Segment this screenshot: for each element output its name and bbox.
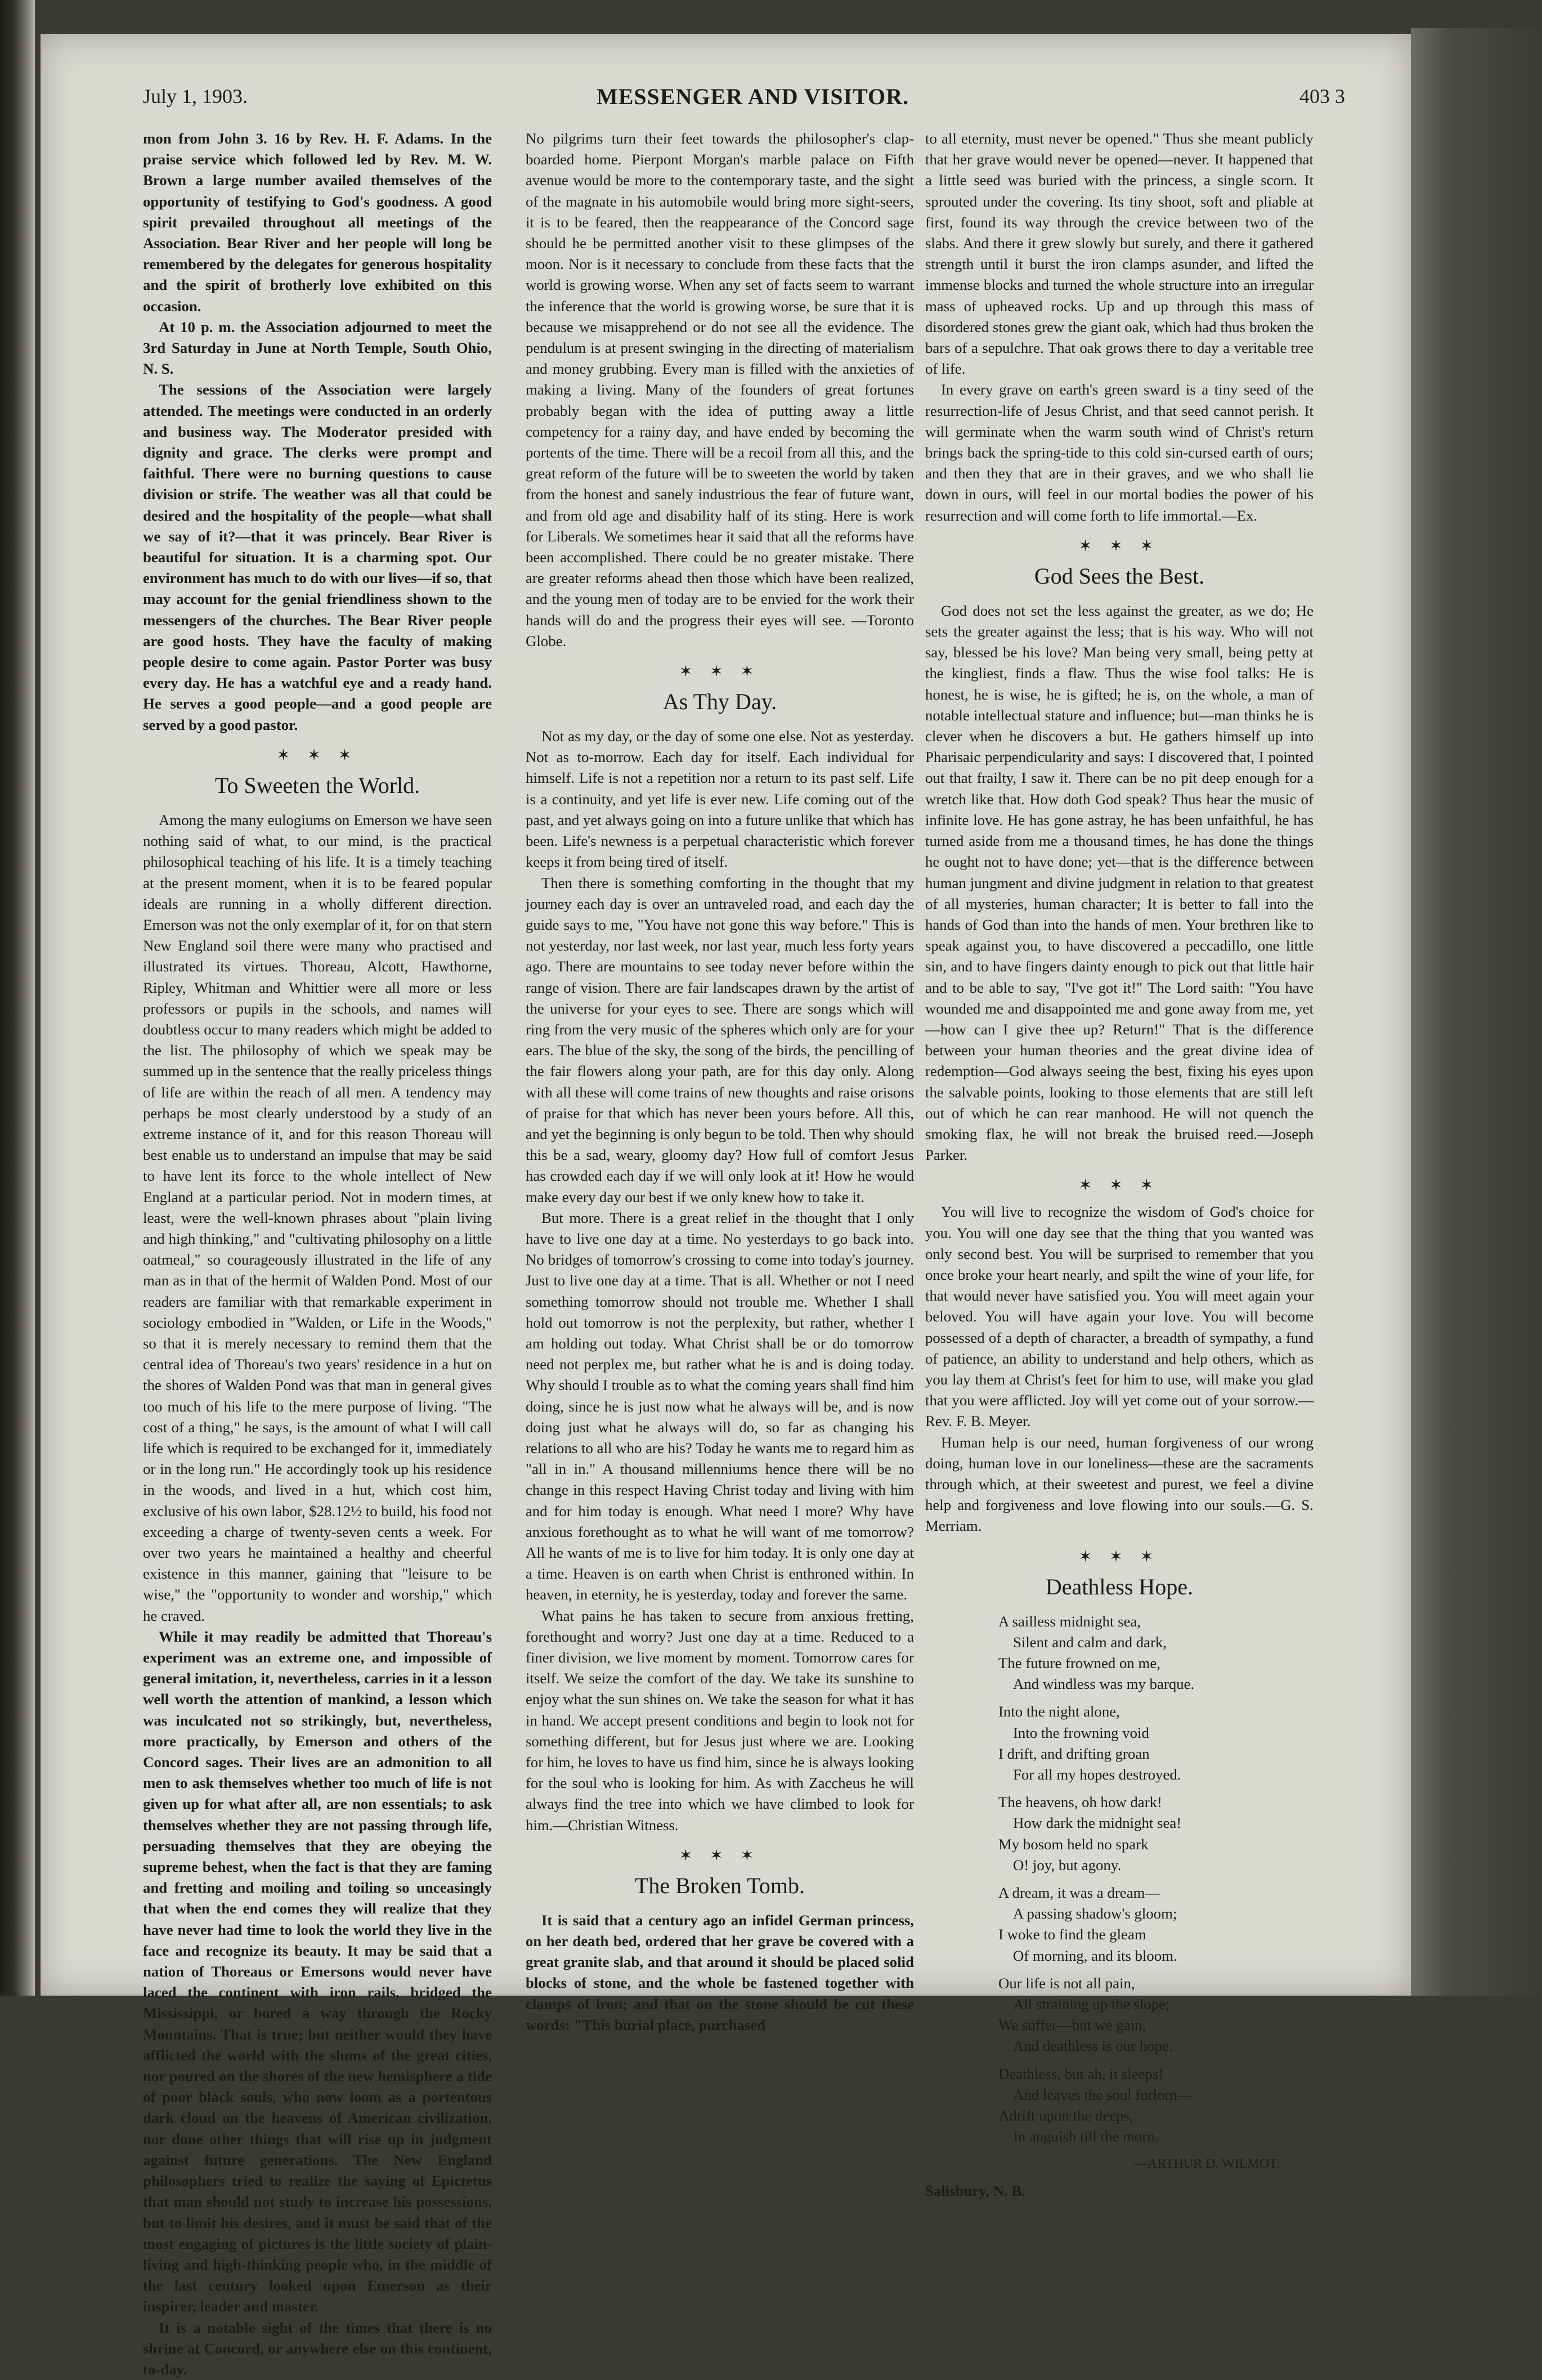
article-paragraph: While it may readily be admitted that Thoreau's experiment was an extreme one, and impossible of general imitation, it, nevertheless, carries in it a lesson well worth the attention of mankind, a lesson which was inculcated not so strikingly, but, nevertheless, more practically, by Emerson and others of the Concord sages. Their lives are an admonition to all men to ask themselves whether too much of life is not given up for what after all, are non essentials; to ask themselves whether they are not passing through life, persuading themselves that they are obeying the supreme behest, when the fact is that they are faming and fretting and moiling and toiling so unceasingly that when the end comes they will realize that they have never had time to look the world they live in the face and recognize its beauty. It may be said that a nation of Thoreaus or Emersons would never have laced the continent with iron rails, bridged the Mississippi, or bored a way through the Rocky Mountains. That is true; but neither would they have afflicted the world with the slums of the great cities, nor poured on the shores of the new hemisphere a tide of poor black souls, who now loom as a portentous dark cloud on the heavens of American civilization, nor done other things that will rise up in judgment against future generations. The New England philosophers tried to realize the saying of Epictetus that man should not study to increase his possessions, but to limit his desires, and it must be said that of the most engaging of pictures is the little society of plain-living and high-thinking people who, in the middle of the last century looked upon Emerson as their inspirer, leader and master.	[143, 1628, 492, 2315]
article-paragraph: You will live to recognize the wisdom of God's choice for you. You will one day see that the thing that you wanted was only second best. You will be surprised to remember that you once broke your heart nearly, and spilt the wine of your life, for that would never have satisfied you. You will meet again your beloved. You will have again your love. You will become possessed of a depth of character, a breadth of sympathy, a fund of patience, an ability to understand and help others, which as you lay them at Christ's feet for him to use, will make you glad that you were afflicted. Joy will yet come out of your sorrow.—Rev. F. B. Meyer.	[925, 1203, 1314, 1430]
page-header	[101, 84, 1407, 118]
article-paragraph: It is a notable sight of the times that there is no shrine at Concord, or anywhere else on this continent, to-day.	[143, 2319, 492, 2378]
poem-line: Adrift upon the deeps,	[998, 2107, 1133, 2124]
article-heading: The Broken Tomb.	[635, 1872, 805, 1898]
poem-line: How dark the midnight sea!	[1013, 1814, 1182, 1832]
article-paragraph: But more. There is a great relief in the thought that I only have to live one day at a time. No yesterdays to go back into. No bridges of tomorrow's crossing to come into today's journey. Just to live one day at a time. That is all. Whether or not I need something tomorrow should not trouble me. Whether I shall hold out tomorrow is not the perplexity, but rather, whether I am holding out today. What Christ shall be or do tomorrow need not perplex me, but rather what he is and is doing today. Why should I trouble as to what the coming years shall find him doing, since he is just now what he always will be, and is now doing just what he always will do, so far as changing his relations to all who are his? Today he wants me to regard him as "all in in." A thousand millenniums hence there will be no change in this respect Having Christ today and living with him and for him today is enough. What need I more? Why have anxious forethought as to what he will want of me tomorrow? All he wants of me is to live for him today. It is only one day at a time. Heaven is on earth when Christ is enthroned within. In heaven, in eternity, he is yesterday, today and forever the same.	[526, 1209, 914, 1603]
poem-stanza	[998, 1883, 1314, 1966]
article-paragraph: Human help is our need, human forgiveness of our wrong doing, human love in our loneliness—these are the sacraments through which, at their sweetest and purest, we feel a divine help and forgiveness and love flowing into our souls.—G. S. Merriam.	[925, 1433, 1314, 1535]
poem-stanza	[998, 1792, 1314, 1876]
poem-line: A dream, it was a dream—	[998, 1884, 1160, 1902]
section-ornament: ✶ ✶ ✶	[1078, 537, 1160, 555]
poem-line: And deathless is our hope.	[1013, 2037, 1173, 2055]
column-1	[143, 128, 492, 2380]
section-ornament: ✶ ✶ ✶	[679, 663, 761, 681]
article-paragraph: Not as my day, or the day of some one else. Not as yesterday. Not as to-morrow. Each day for itself. Each individual for himself. Life is not a repetition nor a return to its past self. Life is a continuity, and yet life is ever new. Life coming out of the past, and yet always going on into a future unlike that which has been. Life's newness is a perpetual characteristic which forever keeps it from being tired of itself.	[526, 728, 914, 871]
article-paragraph: What pains he has taken to secure from anxious fretting, forethought and worry? Just one day at a time. Reduced to a finer division, we live moment by moment. Tomorrow cares for itself. We seize the comfort of the day. We take its sunshine to enjoy what the sun shines on. We take the season for what it has in hand. We accept present conditions and begin to look not for something different, but for Jesus just where we are. Looking for him, he loves to have us find him, since he is always looking for the soul who is looking for him. As with Zaccheus he will always find the tree into which we have climbed to look for him.—Christian Witness.	[526, 1607, 914, 1834]
column-2	[526, 128, 914, 2036]
poem-stanza	[998, 2064, 1314, 2148]
scan-left-edge	[0, 0, 35, 1996]
article-paragraph: In every grave on earth's green sward is a tiny seed of the resurrection-life of Jesus Christ, and that seed cannot perish. It will germinate when the warm south wind of Christ's return brings back the spring-tide to this cold sin-cursed earth of ours; and then they that are in their graves, and we who shall lie down in ours, will feel in our mortal bodies the power of his resurrection and will come forth to life immortal.—Ex.	[925, 381, 1314, 524]
article-heading: Deathless Hope.	[1045, 1574, 1194, 1599]
poem-signature: —ARTHUR D. WILMOT.	[1134, 2157, 1280, 2172]
poem-line: Into the night alone,	[998, 1703, 1120, 1720]
article-heading: To Sweeten the World.	[214, 772, 420, 798]
poem-line: My bosom held no spark	[998, 1835, 1149, 1853]
scan-right-edge	[1411, 28, 1542, 1996]
section-ornament: ✶ ✶ ✶	[276, 746, 358, 764]
poem-line: The future frowned on me,	[998, 1655, 1160, 1671]
poem-place: Salisbury, N. B.	[925, 2182, 1025, 2199]
poem-line: Silent and calm and dark,	[1013, 1633, 1167, 1651]
poem-stanza	[998, 1701, 1314, 1785]
article-heading: God Sees the Best.	[1034, 563, 1205, 589]
poem-line: I woke to find the gleam	[998, 1926, 1146, 1943]
poem-line: The heavens, oh how dark!	[998, 1794, 1162, 1811]
section-ornament: ✶ ✶ ✶	[679, 1846, 761, 1864]
article-paragraph: It is said that a century ago an infidel German princess, on her death bed, ordered that her grave be covered with a great granite slab, and that around it should be placed solid blocks of stone, and the whole be fastened together with clamps of iron; and that on the stone should be cut these words: "This burial place, purchased	[526, 1911, 914, 2033]
poem-line: A passing shadow's gloom;	[1013, 1905, 1177, 1922]
page-number: 403 3	[1299, 85, 1345, 107]
column-3	[925, 128, 1314, 2202]
poem-line: Into the frowning void	[1013, 1724, 1149, 1741]
article-paragraph: to all eternity, must never be opened." Thus she meant publicly that her grave would never be opened—never. It happened that a little seed was buried with the princess, a single scorn. It sprouted under the covering. Its tiny shoot, soft and pliable at first, found its way through the crevice between two of the slabs. And there it grew slowly but surely, and there it gathered strength until it burst the iron clamps asunder, and lifted the immense blocks and turned the whole structure into an irregular mass of upheaved rocks. Up and up through this mass of disordered stones grew the giant oak, which had thus broken the bars of a sepulchre. That oak grows there to day a veritable tree of life.	[925, 130, 1314, 378]
article-paragraph: mon from John 3. 16 by Rev. H. F. Adams. In the praise service which followed led by Rev. M. W. Brown a large number availed themselves of the opportunity of testifying to God's goodness. A good spirit prevailed throughout all meetings of the Association. Bear River and her people will long be remembered by the delegates for generous hospitality and the spirit of brotherly love exhibited on this occasion.	[143, 130, 492, 315]
poem-line: O! joy, but agony.	[1013, 1856, 1122, 1873]
poem-line: Of morning, and its bloom.	[1013, 1947, 1177, 1964]
article-paragraph: God does not set the less against the greater, as we do; He sets the greater against the less; that is his way. Who will not say, blessed be his love? Man being very small, being petty at the kingliest, finds a flaw. Thus the wise fool talks: He is honest, he is wise, he is gifted; he is, on the whole, a man of notable intellectual stature and influence; but—man thinks he is clever when he discovers a but. He gathers himself up into Pharisaic perpendicularity and says: I discovered that, I pointed out that frailty, I saw it. There can be no pit deep enough for a wretch like that. How doth God speak? Thus hear the music of infinite love. He has gone astray, he has been unfaithful, he has turned aside from me a thousand times, he has done the things he ought not to have done; yet—that is the difference between human jungment and divine judgment in relation to that greatest of all mysteries, human character; It is better to fall into the hands of God than into the hands of men. Your brethren like to speak against you, to have discovered a peccadillo, one little sin, and to have fingers dainty enough to pick out that little hair and to be able to say, "I've got it!" The Lord saith: "You have wounded me and disappointed me and gone away from me, yet—how can I give thee up? Return!" That is the difference between your human theories and the great divine idea of redemption—God always seeing the best, fixing his eyes upon the salvable points, looking to those elements that are still left out of which he can rear manhood. He will not quench the smoking flax, he will not break the bruised reed.—Joseph Parker.	[925, 602, 1314, 1164]
poem-line: I drift, and drifting groan	[998, 1745, 1150, 1762]
poem	[998, 1611, 1314, 2148]
masthead-title: MESSENGER AND VISITOR.	[597, 84, 909, 109]
poem-line: Deathless, but ah, it sleeps!	[998, 2065, 1164, 2082]
poem-line: In anguish till the morn.	[1013, 2128, 1159, 2145]
section-ornament: ✶ ✶ ✶	[1078, 1548, 1160, 1566]
header-date: July 1, 1903.	[143, 85, 248, 107]
article-paragraph: The sessions of the Association were largely attended. The meetings were conducted in an orderly and business way. The Moderator presided with dignity and grace. The clerks were prompt and faithful. There were no burning questions to cause division or strife. The weather was all that could be desired and the hospitality of the people—what shall we say of it?—that it was princely. Bear River is beautiful for situation. It is a charming spot. Our environment has much to do with our lives—if so, that may account for the genial friendliness shown to the messengers of the churches. The Bear River people are good hosts. They have the faculty of making people desire to come again. Pastor Porter was busy every day. He has a watchful eye and a ready hand. He serves a good people—and a good people are served by a good pastor.	[143, 381, 492, 733]
poem-line: All straining up the slope;	[1013, 1996, 1170, 2013]
article-paragraph: At 10 p. m. the Association adjourned to meet the 3rd Saturday in June at North Temple, South Ohio, N. S.	[143, 318, 492, 378]
poem-stanza	[998, 1973, 1314, 2057]
poem-line: And windless was my barque.	[1013, 1675, 1195, 1693]
article-paragraph: No pilgrims turn their feet towards the philosopher's clap-boarded home. Pierpont Morgan's marble palace on Fifth avenue would be more to the contemporary taste, and the sight of the magnate in his automobile would bring more sight-seers, it is to be feared, then the reappearance of the Concord sage should he be permitted another visit to these glimpses of the moon. Nor is it necessary to conclude from these facts that the world is growing worse. When any set of facts seem to warrant the inference that the world is growing worse, be sure that it is because we misapprehend or do not see all the evidence. The pendulum is at present swinging in the directing of materialism and money grubbing. Every man is filled with the anxieties of making a living. Many of the founders of great fortunes probably began with the idea of putting away a little competency for a rainy day, and have ended by becoming the portents of the time. There will be a recoil from all this, and the great reform of the future will be to sweeten the world by taken from the honest and sanely industrious the fear of future want, and from old age and disability half of its sting. Here is work for Liberals. We sometimes hear it said that all the reforms have been accomplished. There could be no greater mistake. There are greater reforms ahead then those which have been realized, and the young men of today are to be envied for the work their hands will do and the progress their eyes will see. —Toronto Globe.	[526, 130, 914, 649]
poem-line: We suffer—but we gain,	[998, 2016, 1146, 2034]
poem-line: Our life is not all pain,	[998, 1974, 1135, 1992]
poem-line: For all my hopes destroyed.	[1013, 1766, 1181, 1783]
article-heading: As Thy Day.	[662, 689, 777, 715]
article-paragraph: Then there is something comforting in the thought that my journey each day is over an untraveled road, and each day the guide says to me, "You have not gone this way before." This is not yesterday, nor last week, nor last year, much less forty years ago. There are mountains to see today never before within the range of vision. There are fair landscapes drawn by the artist of the universe for your eyes to see. There are songs which will ring from the very music of the spheres which only are for your ears. The blue of the sky, the song of the birds, the pencilling of the fair flowers along your path, are for this day only. Along with all these will come trains of new thoughts and raise orisons of praise for that which has never been yours before. All this, and yet the beginning is only begun to be told. Then why should this be a sad, weary, gloomy day? How full of comfort Jesus has crowded each day if we will only look at it! How he would make every day our best if we only knew how to take it.	[526, 874, 914, 1205]
section-ornament: ✶ ✶ ✶	[1078, 1177, 1160, 1195]
poem-line: A sailless midnight sea,	[998, 1612, 1141, 1630]
poem-stanza	[998, 1611, 1314, 1695]
poem-line: And leaves the soul forlorn—	[1013, 2086, 1193, 2103]
article-paragraph: Among the many eulogiums on Emerson we have seen nothing said of what, to our mind, is the practical philosophical teaching of his life. It is a timely teaching at the present moment, when it is to be feared popular ideals are running in a wholly different direction. Emerson was not the only exemplar of it, for on that stern New England soil there were many who practised and illustrated its virtues. Thoreau, Alcott, Hawthorne, Ripley, Whitman and Whittier were all more or less professors or pupils in the schools, and names will doubtless occur to many readers which might be added to the list. The philosophy of which we speak may be summed up in the sentence that the really priceless things of life are within the reach of all men. A tendency may perhaps be most clearly understood by a study of an extreme instance of it, and for this reason Thoreau will best enable us to understand an impulse that may be said to have lent its force to the whole intellect of New England at a particular period. Not in modern times, at least, were the well-known phrases about "plain living and high thinking," and "cultivating philosophy on a little oatmeal," so courageously illustrated in the life of any man as in that of the hermit of Walden Pond. Most of our readers are familiar with that remarkable experiment in sociology embodied in "Walden, or Life in the Woods," so that it is merely necessary to remind them that the central idea of Thoreau's two years' residence in a hut on the shores of Walden Pond was that man in general gives too much of his life to the mere purpose of living. "The cost of a thing," he says, is the amount of what I will call life which is required to be exchanged for it, immediately or in the long run." He accordingly took up his residence in the woods, and lived in a hut, which cost him, exclusive of his own labor, $28.12½ to build, his food not exceeding a charge of twenty-seven cents a week. For over two years he maintained a healthy and cheerful existence in this manner, gaining that "leisure to be wise," the "opportunity to wonder and worship," which he craved.	[143, 811, 492, 1624]
